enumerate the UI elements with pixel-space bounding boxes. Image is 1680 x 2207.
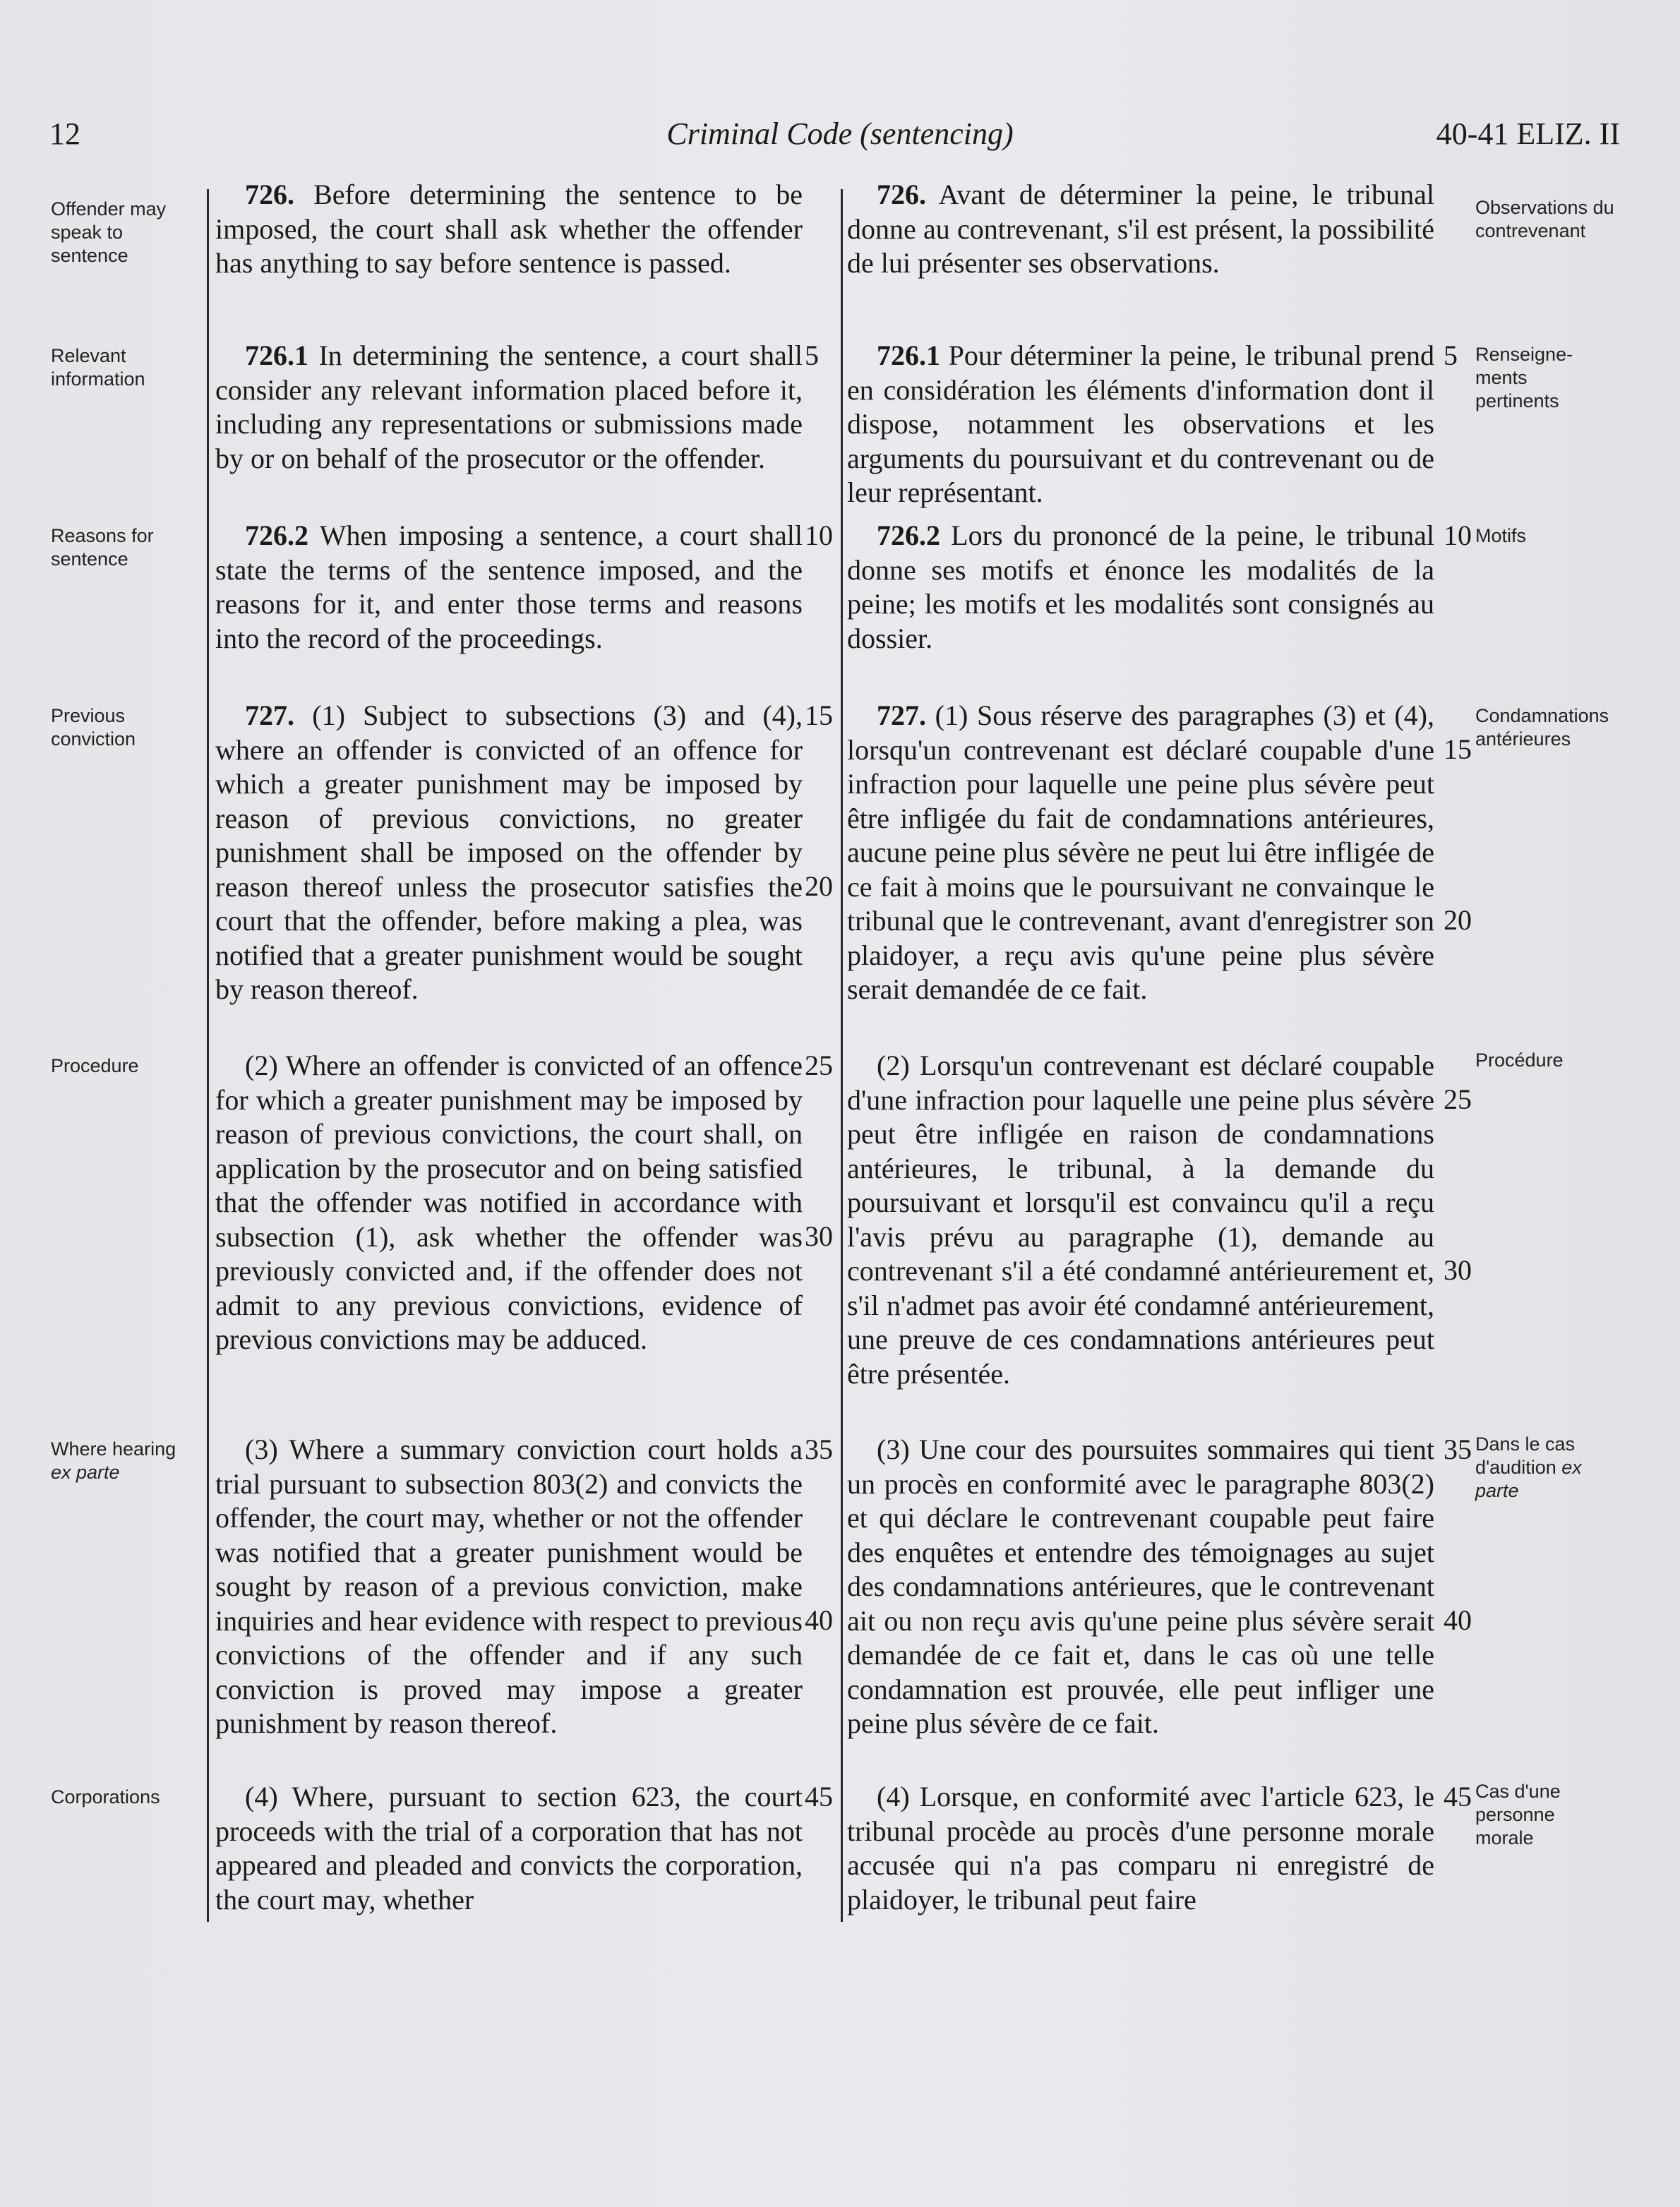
- line-number: 35: [1444, 1433, 1472, 1465]
- english-section-726-1: 726.1 In determining the sentence, a court shall consider any relevant information placed before it, including any representations or submissions made by or on behalf of the prosecutor or the offender.: [215, 339, 803, 474]
- english-section-726-2: 726.2 When imposing a sentence, a court shall state the terms of the sentence imposed, and the reasons for it, and enter those terms and reasons into the record of the proceedings.: [215, 519, 803, 654]
- line-number: 15: [805, 699, 833, 731]
- margin-note-observations: Observations du contrevenant: [1475, 197, 1614, 241]
- margin-note-relevant-information: Relevant information: [51, 345, 145, 390]
- french-section-727-4: (4) Lorsque, en conformité avec l'article 623, le tribunal procède au procès d'une personne morale accusée qui n'a pas comparu ni enregistré de plaidoyer, le tribunal peut faire: [847, 1781, 1434, 1916]
- line-number: 25: [805, 1050, 833, 1081]
- margin-note-renseignements: Renseigne-ments pertinents: [1475, 344, 1573, 411]
- page-title: Criminal Code (sentencing): [666, 116, 1014, 151]
- edition-label: 40-41 ELIZ. II: [1436, 116, 1620, 151]
- page-number: 12: [49, 116, 80, 151]
- margin-note-audition-ex-parte: Dans le cas d'audition ex parte: [1475, 1433, 1582, 1501]
- line-number: 10: [805, 519, 833, 551]
- margin-note-offender-speak: Offender may speak to sentence: [51, 198, 167, 266]
- margin-note-ex-parte: Where hearing ex parte: [51, 1438, 176, 1483]
- french-section-726-2: 726.2 Lors du prononcé de la peine, le tribunal donne ses motifs et énonce les modalités de la peine; les motifs et les modalités sont consignés au dossier.: [847, 519, 1434, 654]
- line-number: 25: [1444, 1083, 1472, 1115]
- line-number: 30: [805, 1220, 833, 1252]
- line-number: 20: [1444, 904, 1472, 936]
- french-section-727-2: (2) Lorsqu'un contrevenant est déclaré coupable d'une infraction pour laquelle une peine plus sévère peut être infligée en raison de condamnations antérieures, le tribunal, à la demande du poursuivant et lorsqu'il est convaincu qu'il a reçu l'avis prévu au paragraphe (1), demande au contrevenant s'il a été condamné antérieurement et, s'il n'admet pas avoir été condamné antérieurement, une preuve de ces condamnations antérieures peut être présentée.: [847, 1050, 1434, 1390]
- line-number: 15: [1444, 733, 1472, 765]
- line-number: 45: [805, 1781, 833, 1812]
- margin-note-corporations: Corporations: [51, 1786, 160, 1808]
- english-section-726: 726. Before determining the sentence to be imposed, the court shall ask whether the offender has anything to say before sentence is passed.: [215, 179, 803, 279]
- line-number: 40: [805, 1604, 833, 1636]
- margin-note-personne-morale: Cas d'une personne morale: [1475, 1781, 1561, 1848]
- line-number: 10: [1444, 519, 1472, 551]
- english-section-727-2: (2) Where an offender is convicted of an offence for which a greater punishment may be imposed by reason of previous convictions, the court shall, on application by the prosecutor and on being satisfied that the offender was notified in accordance with subsection (1), ask whether the offender was previously convicted and, if the offender does not admit to any previous convictions, evidence of previous convictions may be adduced.: [215, 1050, 803, 1355]
- line-number: 20: [805, 870, 833, 902]
- line-number: 5: [1444, 339, 1458, 371]
- margin-note-procedure-fr: Procédure: [1475, 1050, 1564, 1071]
- column-divider-left: [207, 189, 209, 1922]
- margin-note-procedure: Procedure: [51, 1055, 139, 1076]
- french-section-726-1: 726.1 Pour déterminer la peine, le tribunal prend en considération les éléments d'information dont il dispose, notamment les observations et les arguments du poursuivant et du contrevenant ou de leur représentant.: [847, 339, 1434, 508]
- margin-note-previous-conviction: Previous conviction: [51, 705, 136, 750]
- french-section-727-1: 727. (1) Sous réserve des paragraphes (3) et (4), lorsqu'un contrevenant est déclaré coupable d'une infraction pour laquelle une peine plus sévère peut être infligée du fait de condamnations antérieures, aucune peine plus sévère ne peut lui être infligée de ce fait à moins que le poursuivant ne convainque le tribunal que le contrevenant, avant d'enregistrer son plaidoyer, a reçu avis qu'une peine plus sévère serait demandée de ce fait.: [847, 699, 1434, 1005]
- english-section-727-3: (3) Where a summary conviction court holds a trial pursuant to subsection 803(2) and convicts the offender, the court may, whether or not the offender was notified that a greater punishment would be sought by reason of a previous conviction, make inquiries and hear evidence with respect to previous convictions of the offender and if any such conviction is proved may impose a greater punishment by reason thereof.: [215, 1433, 803, 1739]
- english-section-727-4: (4) Where, pursuant to section 623, the court proceeds with the trial of a corporation that has not appeared and pleaded and convicts the corporation, the court may, whether: [215, 1781, 803, 1916]
- line-number: 30: [1444, 1254, 1472, 1286]
- line-number: 45: [1444, 1781, 1472, 1812]
- english-section-727-1: 727. (1) Subject to subsections (3) and (4), where an offender is convicted of an offence for which a greater punishment may be imposed by reason of previous convictions, no greater punishment shall be imposed on the offender by reason thereof unless the prosecutor satisfies the court that the offender, before making a plea, was notified that a greater punishment would be sought by reason thereof.: [215, 699, 803, 1005]
- column-divider-middle: [841, 189, 843, 1922]
- line-number: 40: [1444, 1604, 1472, 1636]
- margin-note-reasons: Reasons for sentence: [51, 525, 154, 570]
- margin-note-motifs: Motifs: [1475, 525, 1527, 546]
- french-section-727-3: (3) Une cour des poursuites sommaires qui tient un procès en conformité avec le paragraphe 803(2) et qui déclare le contrevenant coupable peut faire des enquêtes et entendre des témoignages au sujet des condamnations antérieures, que le contrevenant ait ou non reçu avis qu'une peine plus sévère serait demandée de ce fait et, dans le cas où une telle condamnation est prouvée, elle peut infliger une peine plus sévère de ce fait.: [847, 1433, 1434, 1739]
- margin-note-condamnations: Condamnations antérieures: [1475, 705, 1609, 750]
- line-number: 5: [805, 339, 819, 371]
- french-section-726: 726. Avant de déterminer la peine, le tribunal donne au contrevenant, s'il est présent, la possibilité de lui présenter ses observations.: [847, 179, 1434, 279]
- line-number: 35: [805, 1433, 833, 1465]
